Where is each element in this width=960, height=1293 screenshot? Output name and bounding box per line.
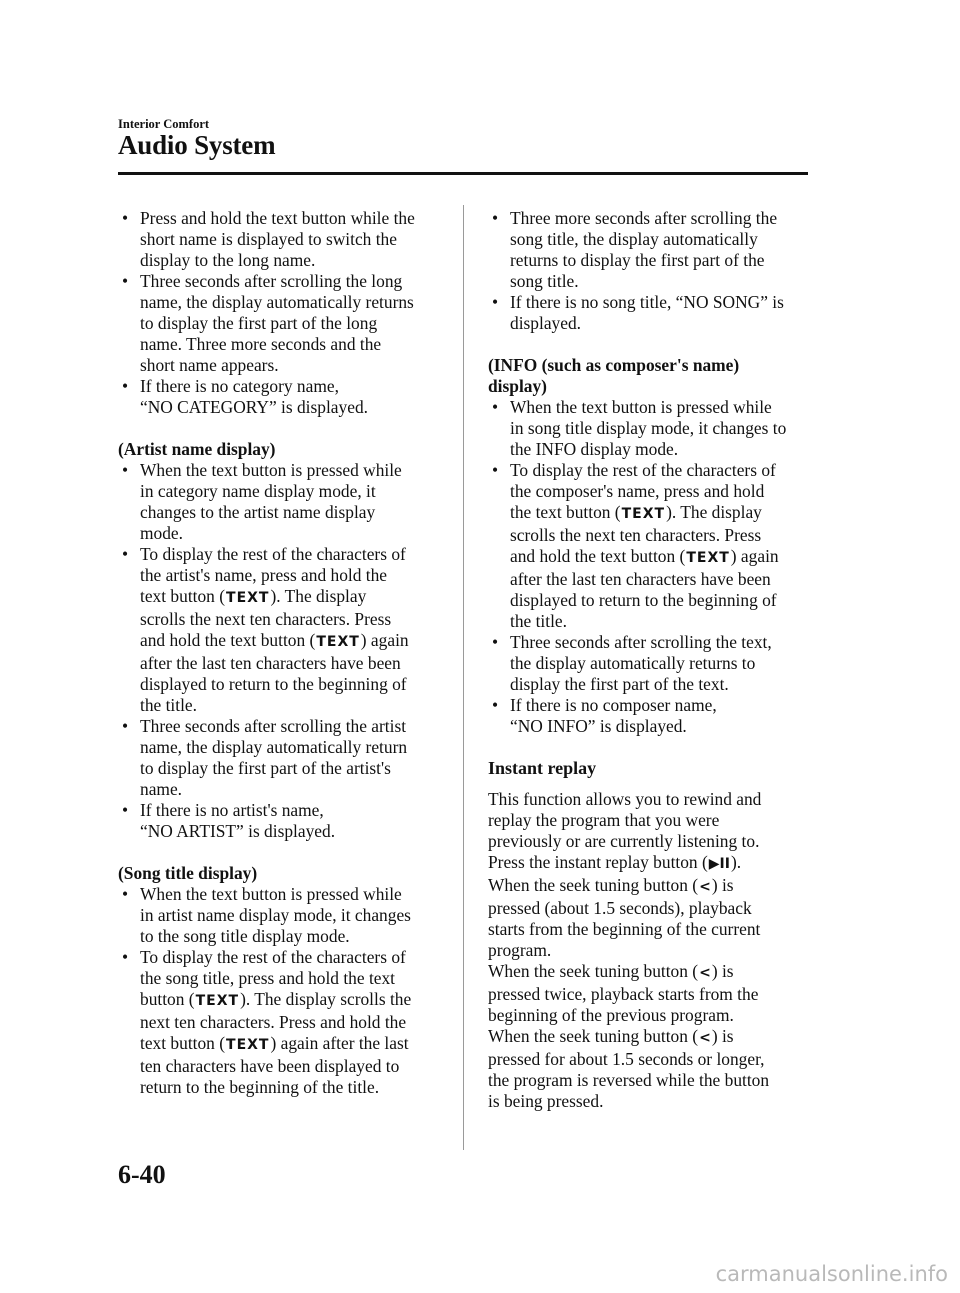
text-button-icon: TEXT [195, 993, 240, 1009]
text-line: short name appears. [140, 355, 279, 375]
bullet-artist-mode [118, 460, 448, 544]
text-line: displayed to return to the beginning of [510, 590, 777, 610]
text-line: displayed. [510, 313, 581, 333]
text-line: text button (TEXT) again after the last [140, 1033, 448, 1056]
bullet-icon: • [492, 695, 499, 715]
text-line: Three seconds after scrolling the long [140, 271, 403, 291]
bullet-artist-return [118, 716, 448, 800]
text-line: When the text button is pressed while [140, 884, 402, 904]
bullet-no-info [488, 695, 813, 737]
bullet-song-scroll [118, 947, 448, 1098]
text-line: mode. [140, 523, 183, 543]
text-button-icon: TEXT [316, 634, 360, 650]
text-line: return to the beginning of the title. [140, 1077, 380, 1097]
page-number: 6-40 [118, 1160, 166, 1189]
bullet-icon: • [122, 884, 129, 904]
bullet-info-mode [488, 397, 813, 460]
text-line: and hold the text button (TEXT) again [140, 630, 448, 653]
text-line: the composer's name, press and hold [510, 481, 765, 501]
text-line: display to the long name. [140, 250, 316, 270]
text-line: If there is no composer name, [510, 695, 717, 715]
bullet-song-return [488, 208, 813, 292]
title-rule [118, 172, 808, 175]
bullet-long-name-switch [118, 208, 448, 271]
text-line: in category name display mode, it [140, 481, 376, 501]
text-line: If there is no artist's name, [140, 800, 324, 820]
text-line: To display the rest of the characters of [140, 947, 406, 967]
text-line: pressed (about 1.5 seconds), playback [488, 898, 752, 918]
instant-replay-heading: Instant replay [488, 758, 597, 778]
bullet-icon: • [492, 208, 499, 228]
text-line: pressed twice, playback starts from the [488, 984, 759, 1004]
text-line: the display automatically returns to [510, 653, 756, 673]
text-line: ten characters have been displayed to [140, 1056, 400, 1076]
text-line: When the seek tuning button (<) is [488, 1026, 813, 1049]
text-line: (INFO (such as composer's name) [488, 355, 740, 375]
text-line: returns to display the first part of the [510, 250, 765, 270]
text-line: the text button (TEXT). The display [510, 502, 813, 525]
seek-back-icon: < [699, 965, 711, 981]
text-line: name. [140, 779, 183, 799]
bullet-icon: • [492, 460, 499, 480]
text-line: the INFO display mode. [510, 439, 679, 459]
bullet-icon: • [122, 208, 129, 228]
bullet-no-song [488, 292, 813, 334]
song-heading: (Song title display) [118, 863, 258, 883]
text-line: previously or are currently listening to. [488, 831, 760, 851]
right-column [488, 208, 813, 1112]
text-line: When the seek tuning button (<) is [488, 875, 813, 898]
text-line: Three seconds after scrolling the text, [510, 632, 772, 652]
text-line: displayed to return to the beginning of [140, 674, 407, 694]
bullet-icon: • [122, 716, 129, 736]
text-line: scrolls the next ten characters. Press [510, 525, 762, 545]
text-line: to display the first part of the artist's [140, 758, 391, 778]
text-line: song title. [510, 271, 579, 291]
bullet-icon: • [122, 947, 129, 967]
text-line: changes to the artist name display [140, 502, 376, 522]
bullet-icon: • [492, 397, 499, 417]
text-line: Three more seconds after scrolling the [510, 208, 778, 228]
text-button-icon: TEXT [226, 590, 270, 606]
text-line: When the text button is pressed while [140, 460, 402, 480]
text-line: “NO ARTIST” is displayed. [140, 821, 336, 841]
text-line: text button (TEXT). The display [140, 586, 448, 609]
text-line: after the last ten characters have been [510, 569, 771, 589]
text-line: When the seek tuning button (<) is [488, 961, 813, 984]
bullet-icon: • [492, 292, 499, 312]
text-line: button (TEXT). The display scrolls the [140, 989, 448, 1012]
artist-heading: (Artist name display) [118, 439, 276, 459]
text-line: When the text button is pressed while [510, 397, 772, 417]
text-line: Three seconds after scrolling the artist [140, 716, 407, 736]
text-button-icon: TEXT [621, 506, 666, 522]
text-line: If there is no song title, “NO SONG” is [510, 292, 784, 312]
text-line: “NO CATEGORY” is displayed. [140, 397, 368, 417]
text-line: song title, the display automatically [510, 229, 758, 249]
text-line: name, the display automatically returns [140, 292, 414, 312]
info-heading [488, 355, 813, 397]
bullet-icon: • [122, 544, 129, 564]
text-line: and hold the text button (TEXT) again [510, 546, 813, 569]
text-button-icon: TEXT [686, 550, 730, 566]
text-line: Press and hold the text button while the [140, 208, 415, 228]
text-line: program. [488, 940, 552, 960]
left-column [118, 208, 448, 1098]
text-line: replay the program that you were [488, 810, 720, 830]
text-line: is being pressed. [488, 1091, 604, 1111]
bullet-icon: • [122, 460, 129, 480]
bullet-info-scroll [488, 460, 813, 632]
text-line: display the first part of the text. [510, 674, 729, 694]
text-line: “NO INFO” is displayed. [510, 716, 687, 736]
text-line: the song title, press and hold the text [140, 968, 396, 988]
text-line: the title. [510, 611, 567, 631]
bullet-icon: • [492, 632, 499, 652]
text-line: next ten characters. Press and hold the [140, 1012, 407, 1032]
text-line: To display the rest of the characters of [140, 544, 406, 564]
seek-back-icon: < [699, 879, 711, 895]
text-line: If there is no category name, [140, 376, 339, 396]
bullet-icon: • [122, 800, 129, 820]
text-line: This function allows you to rewind and [488, 789, 762, 809]
watermark: carmanualsonline.info [715, 1262, 948, 1286]
seek-back-icon: < [699, 1030, 711, 1046]
text-line: short name is displayed to switch the [140, 229, 397, 249]
bullet-icon: • [122, 271, 129, 291]
text-line: the title. [140, 695, 197, 715]
text-line: in song title display mode, it changes to [510, 418, 787, 438]
text-line: Press the instant replay button (▶II). [488, 852, 813, 875]
text-line: starts from the beginning of the current [488, 919, 761, 939]
column-divider [463, 205, 464, 1150]
bullet-no-artist [118, 800, 448, 842]
text-line: name. Three more seconds and the [140, 334, 382, 354]
bullet-info-return [488, 632, 813, 695]
bullet-artist-scroll [118, 544, 448, 716]
text-line: after the last ten characters have been [140, 653, 401, 673]
text-line: to the song title display mode. [140, 926, 350, 946]
text-line: display) [488, 376, 547, 396]
bullet-long-name-scroll [118, 271, 448, 376]
page-title: Audio System [118, 130, 276, 160]
bullet-icon: • [122, 376, 129, 396]
instant-replay-paragraph [488, 789, 813, 1112]
play-pause-icon: ▶II [708, 856, 730, 872]
text-line: pressed for about 1.5 seconds or longer, [488, 1049, 765, 1069]
text-line: to display the first part of the long [140, 313, 378, 333]
text-line: name, the display automatically return [140, 737, 408, 757]
bullet-song-mode [118, 884, 448, 947]
text-line: To display the rest of the characters of [510, 460, 776, 480]
text-button-icon: TEXT [226, 1037, 270, 1053]
text-line: in artist name display mode, it changes [140, 905, 411, 925]
text-line: the program is reversed while the button [488, 1070, 770, 1090]
section-label: Interior Comfort [118, 117, 210, 131]
text-line: beginning of the previous program. [488, 1005, 734, 1025]
text-line: scrolls the next ten characters. Press [140, 609, 392, 629]
bullet-no-category [118, 376, 448, 418]
text-line: the artist's name, press and hold the [140, 565, 388, 585]
